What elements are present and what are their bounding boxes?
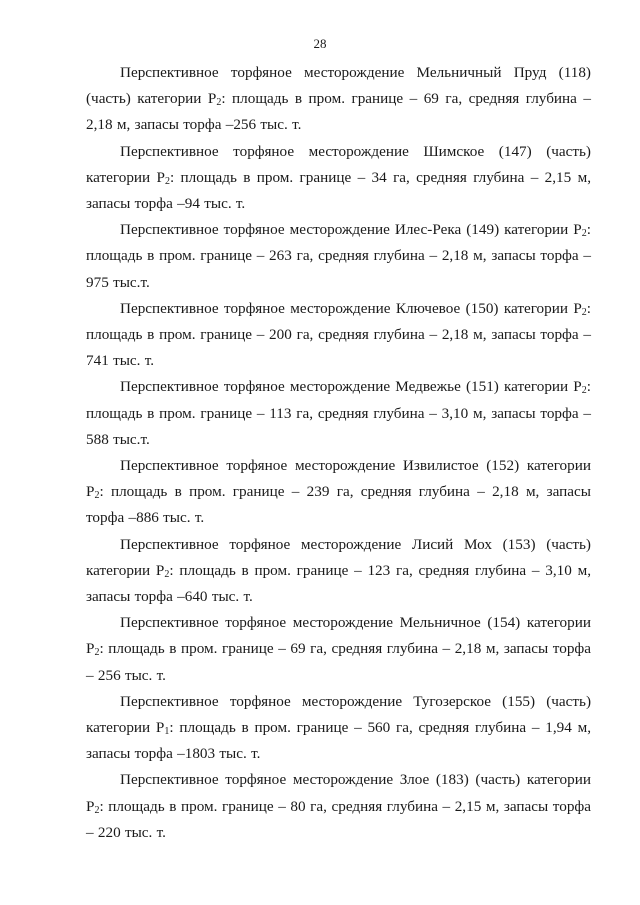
paragraph-zloe xyxy=(86,767,591,846)
paragraph-text: : площадь в пром. границе – 34 га, средняя глубина – 2,15 м, запасы торфа –94 тыс. т. xyxy=(86,168,591,213)
paragraph-text: : площадь в пром. границе – 560 га, средняя глубина – 1,94 м, запасы торфа –1803 тыс. т. xyxy=(86,719,591,763)
paragraph-text: Перспективное торфяное месторождение Илес-Река (149) категории Р xyxy=(120,221,582,239)
paragraph-mill-pond xyxy=(86,60,591,139)
paragraph-shimskoe xyxy=(86,139,591,218)
paragraph-text: Перспективное торфяное месторождение Ключевое (150) категории Р xyxy=(120,299,582,317)
paragraph-klyuchevoe xyxy=(86,296,591,375)
paragraph-text: : площадь в пром. границе – 263 га, средняя глубина – 2,18 м, запасы торфа – 975 тыс.т. xyxy=(86,221,591,291)
category-subscript: 2 xyxy=(216,97,222,109)
category-subscript: 2 xyxy=(94,490,100,502)
paragraph-text: : площадь в пром. границе – 123 га, средняя глубина – 3,10 м, запасы торфа –640 тыс. т. xyxy=(86,561,591,606)
category-subscript: 2 xyxy=(164,568,170,580)
paragraph-iles-reka xyxy=(86,217,591,296)
paragraph-text: Перспективное торфяное месторождение Мельничное (154) категории Р xyxy=(86,614,591,658)
paragraph-text: : площадь в пром. границе – 69 га, средняя глубина – 2,18 м, запасы торфа – 256 тыс. т. xyxy=(86,640,591,684)
paragraph-text: : площадь в пром. границе – 239 га, средняя глубина – 2,18 м, запасы торфа –886 тыс. т. xyxy=(86,483,591,527)
paragraph-tugozerskoe xyxy=(86,689,591,768)
paragraph-text: : площадь в пром. границе – 69 га, средняя глубина – 2,18 м, запасы торфа –256 тыс. т. xyxy=(86,90,591,134)
category-subscript: 2 xyxy=(164,175,170,187)
paragraph-melnichnoe xyxy=(86,610,591,689)
category-subscript: 2 xyxy=(581,306,587,318)
paragraph-text: Перспективное торфяное месторождение Извилистое (152) категории Р xyxy=(86,457,591,501)
category-subscript: 1 xyxy=(164,726,170,738)
paragraph-text: Перспективное торфяное месторождение Мельничный Пруд (118) (часть) категории Р xyxy=(86,64,591,108)
paragraph-text: Перспективное торфяное месторождение Медвежье (151) категории Р xyxy=(120,378,582,396)
page-number: 28 xyxy=(313,36,327,51)
paragraph-text: : площадь в пром. границе – 80 га, средняя глубина – 2,15 м, запасы торфа – 220 тыс. т. xyxy=(86,797,591,841)
category-subscript: 2 xyxy=(94,647,100,659)
paragraph-text: : площадь в пром. границе – 113 га, средняя глубина – 3,10 м, запасы торфа – 588 тыс.т. xyxy=(86,378,591,448)
category-subscript: 2 xyxy=(94,804,100,816)
body-text xyxy=(86,60,591,846)
category-subscript: 2 xyxy=(581,385,587,397)
paragraph-izvilistoe xyxy=(86,453,591,532)
paragraph-lisiy-mokh xyxy=(86,532,591,611)
paragraph-text: Перспективное торфяное месторождение Лисий Мох (153) (часть) категории Р xyxy=(86,535,591,579)
paragraph-text: Перспективное торфяное месторождение Злое (183) (часть) категории Р xyxy=(86,771,591,815)
paragraph-text: Перспективное торфяное месторождение Тугозерское (155) (часть) категории Р xyxy=(86,692,591,737)
paragraph-text: : площадь в пром. границе – 200 га, средняя глубина – 2,18 м, запасы торфа – 741 тыс. т. xyxy=(86,299,591,370)
paragraph-medvezhye xyxy=(86,374,591,453)
category-subscript: 2 xyxy=(581,228,587,240)
paragraph-text: Перспективное торфяное месторождение Шимское (147) (часть) категории Р xyxy=(86,142,591,186)
